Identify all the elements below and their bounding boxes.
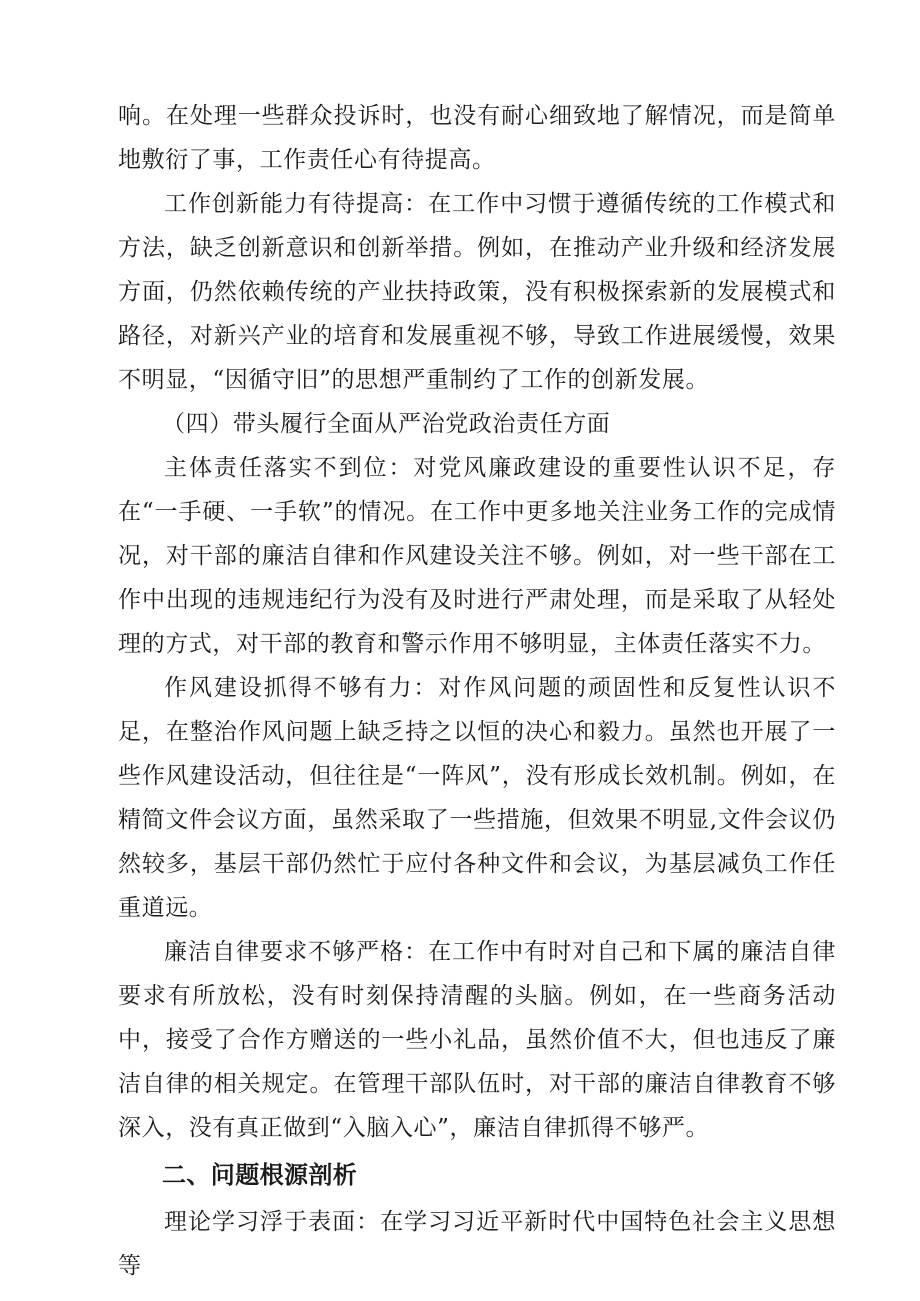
paragraph-innovation: 工作创新能力有待提高：在工作中习惯于遵循传统的工作模式和方法，缺乏创新意识和创新举措。例如，在推动产业升级和经济发展方面，仍然依赖传统的产业扶持政策，没有积极探索新的发展模式和路径，对新兴产业的培育和发展重视不够，导致工作进展缓慢，效果不明显，“因循守旧”的思想严重制约了工作的创新发展。 — [118, 191, 836, 393]
paragraph-responsibility: 主体责任落实不到位：对党风廉政建设的重要性认识不足，存在“一手硬、一手软”的情况。在工作中更多地关注业务工作的完成情况，对干部的廉洁自律和作风建设关注不够。例如，对一些干部在工作中出现的违规违纪行为没有及时进行严肃处理，而是采取了从轻处理的方式，对干部的教育和警示作用不够明显，主体责任落实不力。 — [118, 455, 836, 657]
paragraph-theory: 理论学习浮于表面：在学习习近平新时代中国特色社会主义思想等 — [118, 1209, 836, 1279]
section-heading-two: 二、问题根源剖析 — [162, 1161, 358, 1189]
paragraph-continuation: 响。在处理一些群众投诉时，也没有耐心细致地了解情况，而是简单地敷衍了事，工作责任心有待提高。 — [118, 103, 836, 173]
subheading-four: （四）带头履行全面从严治党政治责任方面 — [162, 411, 611, 437]
paragraph-style: 作风建设抓得不够有力：对作风问题的顽固性和反复性认识不足，在整治作风问题上缺乏持之以恒的决心和毅力。虽然也开展了一些作风建设活动，但往往是“一阵风”，没有形成长效机制。例如，在精简文件会议方面，虽然采取了一些措施，但效果不明显,文件会议仍然较多，基层干部仍然忙于应付各种文件和会议，为基层减负工作任重道远。 — [118, 675, 836, 921]
document-body — [118, 94, 836, 1288]
paragraph-integrity: 廉洁自律要求不够严格：在工作中有时对自己和下属的廉洁自律要求有所放松，没有时刻保持清醒的头脑。例如，在一些商务活动中，接受了合作方赠送的一些小礼品，虽然价值不大，但也违反了廉洁自律的相关规定。在管理干部队伍时，对干部的廉洁自律教育不够深入，没有真正做到“入脑入心”，廉洁自律抓得不够严。 — [118, 939, 836, 1141]
